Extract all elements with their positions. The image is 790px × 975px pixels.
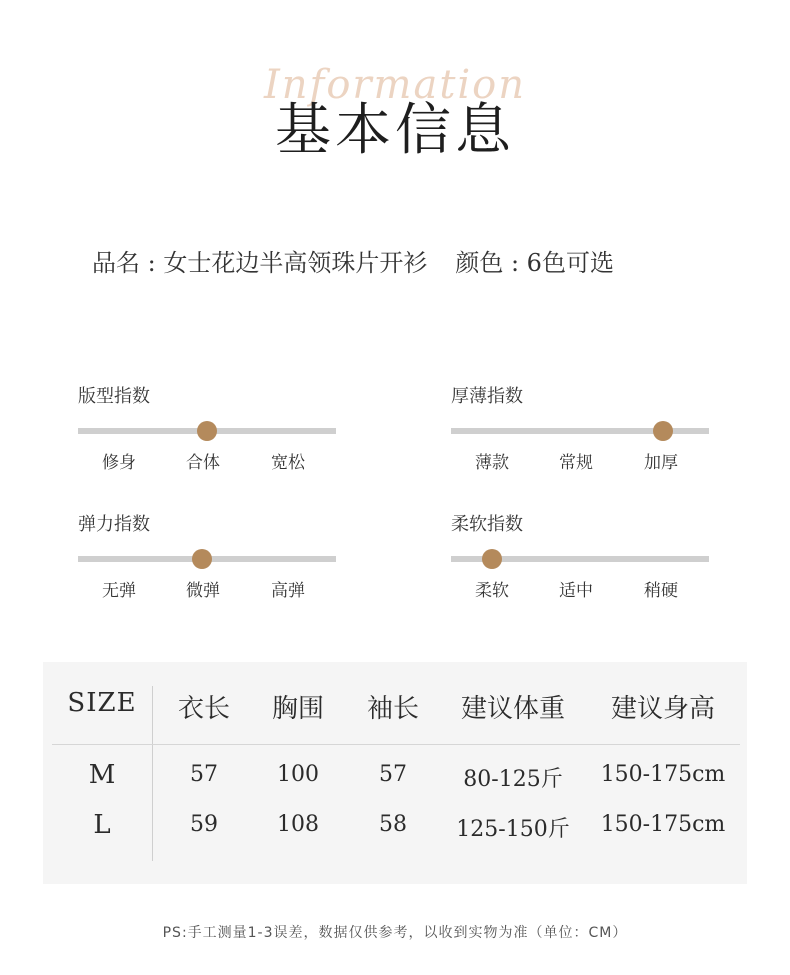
softness-index-title: 柔软指数 xyxy=(451,514,523,535)
product-color: 颜色 : 6色可选 xyxy=(455,249,614,277)
thickness-label-thick: 加厚 xyxy=(644,453,678,473)
elasticity-index xyxy=(78,514,338,600)
row-m-size: M xyxy=(88,760,116,790)
thickness-label-thin: 薄款 xyxy=(475,453,509,473)
script-decoration: Information xyxy=(263,62,527,108)
fit-label-regular: 合体 xyxy=(186,453,220,473)
softness-label-soft: 柔软 xyxy=(475,581,509,601)
fit-index-track xyxy=(78,428,336,434)
row-m-chest: 100 xyxy=(277,762,319,787)
row-l-sleeve: 58 xyxy=(379,812,407,837)
thickness-label-regular: 常规 xyxy=(559,453,593,473)
measurement-footnote: PS:手工测量1-3误差，数据仅供参考，以收到实物为准（单位：CM） xyxy=(162,925,628,941)
elasticity-label-high: 高弹 xyxy=(271,581,305,601)
softness-index-knob xyxy=(482,549,502,569)
fit-index-title: 版型指数 xyxy=(78,386,150,407)
thickness-index-knob xyxy=(653,421,673,441)
softness-label-stiff: 稍硬 xyxy=(644,581,678,601)
thickness-index-track xyxy=(451,428,709,434)
product-name: 品名 : 女士花边半高领珠片开衫 xyxy=(92,249,428,277)
fit-label-slim: 修身 xyxy=(102,453,136,473)
elasticity-label-none: 无弹 xyxy=(102,581,136,601)
header-height: 建议身高 xyxy=(610,694,715,724)
fit-index xyxy=(78,386,338,472)
header-weight: 建议体重 xyxy=(460,694,565,724)
header-sleeve: 袖长 xyxy=(366,694,419,724)
fit-index-knob xyxy=(197,421,217,441)
row-m-sleeve: 57 xyxy=(379,762,407,787)
table-divider-horizontal xyxy=(52,744,740,745)
header-chest: 胸围 xyxy=(271,694,324,724)
thickness-index xyxy=(451,386,711,472)
softness-index-track xyxy=(451,556,709,562)
header-size: SIZE xyxy=(67,688,137,718)
table-divider-vertical xyxy=(152,686,153,861)
row-m-length: 57 xyxy=(190,762,218,787)
elasticity-label-slight: 微弹 xyxy=(186,581,220,601)
elasticity-index-track xyxy=(78,556,336,562)
row-l-height: 150-175cm xyxy=(600,812,726,837)
thickness-index-title: 厚薄指数 xyxy=(451,386,523,407)
row-m-weight: 80-125斤 xyxy=(463,767,563,792)
page-title: 基本信息 xyxy=(275,98,515,163)
elasticity-index-knob xyxy=(192,549,212,569)
row-m-height: 150-175cm xyxy=(600,762,726,787)
product-info xyxy=(92,243,614,278)
size-table xyxy=(43,662,747,884)
row-l-size: L xyxy=(93,810,111,840)
fit-label-loose: 宽松 xyxy=(271,453,305,473)
row-l-weight: 125-150斤 xyxy=(456,817,570,842)
elasticity-index-title: 弹力指数 xyxy=(78,514,150,535)
row-l-length: 59 xyxy=(190,812,218,837)
softness-index xyxy=(451,514,711,600)
row-l-chest: 108 xyxy=(277,812,319,837)
header-length: 衣长 xyxy=(177,694,230,724)
softness-label-medium: 适中 xyxy=(559,581,593,601)
